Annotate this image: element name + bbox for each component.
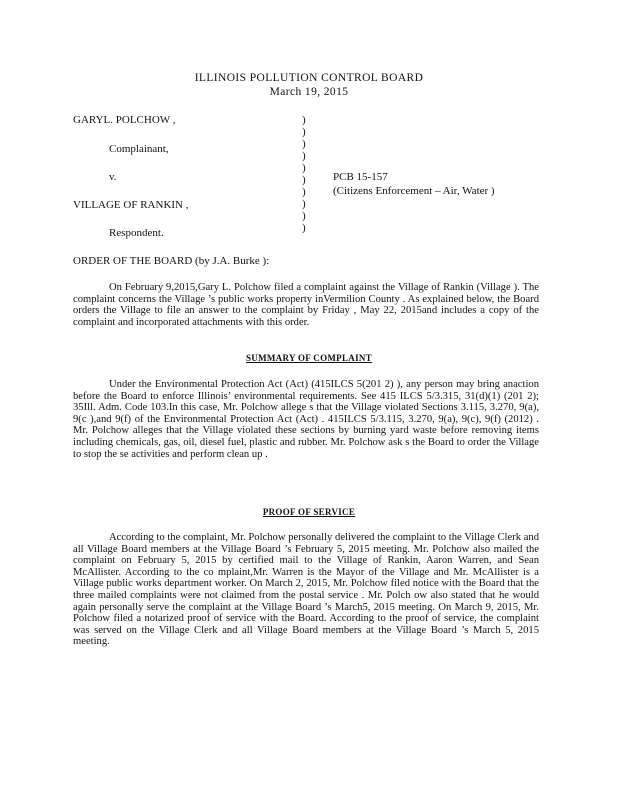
case-type: (Citizens Enforcement – Air, Water ) — [333, 185, 495, 197]
proof-paragraph — [73, 532, 539, 648]
summary-paragraph-text: Under the Environmental Protection Act (Act) (415ILCS 5(201 2) ), any person may bring anaction before the Board to enforce Illinois’ environmental requirements. See 415 ILCS 5/3.315, 31(d)(1) (201 2); 35Ill. Adm. Code 103.In this case, Mr. Polchow allege s that the Village violated Sections 3.115, 3.270, 9(a), 9(c ),and 9(f) of the Environmental Protection Act (Act) . 415ILCS 5/3.115, 3.270, 9(a), 9(c), 9(f) (2012) . Mr. Polchow alleges that the Village violated these sections by burning yard waste before removing items including chemicals, gas, oil, diesel fuel, plastic and rubber. Mr. Polchow ask s the Board to order the Village to stop the se activities and perform clean up . — [73, 379, 539, 460]
intro-paragraph — [73, 282, 539, 328]
respondent-name: VILLAGE OF RANKIN , — [73, 199, 189, 211]
board-title: ILLINOIS POLLUTION CONTROL BOARD — [194, 72, 424, 84]
caption-paren-column: ) ) ) ) ) ) ) ) ) ) — [302, 114, 306, 234]
order-date: March 19, 2015 — [269, 86, 349, 98]
complainant-role: Complainant, — [109, 143, 169, 155]
proof-heading — [0, 507, 618, 517]
order-of-board-line: ORDER OF THE BOARD (by J.A. Burke ): — [73, 255, 270, 267]
complainant-name: GARYL. POLCHOW , — [73, 114, 176, 126]
proof-paragraph-text: According to the complaint, Mr. Polchow personally delivered the complaint to the Village Clerk and all Village Board members at the Village Board ’s February 5, 2015 meeting. Mr. Polchow also mailed the complaint on February 5, 2015 by certified mail to the Village of Rankin, Aaron Warren, and Sean McAllister. According to the co mplaint,Mr. Warren is the Mayor of the Village and Mr. McAllister is a Village public works department worker. On March 2, 2015, Mr. Polchow filed notice with the Board that the three mailed complaints were not claimed from the postal service . Mr. Polch ow also stated that he would again personally serve the complaint at the Village Board ’s March5, 2015 meeting. On March 9, 2015, Mr. Polchow filed a notarized proof of service with the Board. According to the proof of service, the complaint was served on the Village Clerk and all Village Board members at the Village Board ’s March 5, 2015 meeting. — [73, 532, 539, 648]
versus-label: v. — [109, 171, 117, 183]
case-number: PCB 15-157 — [333, 171, 388, 183]
summary-heading-text: SUMMARY OF COMPLAINT — [245, 353, 372, 363]
summary-paragraph — [73, 379, 539, 460]
summary-heading — [0, 353, 618, 363]
respondent-role: Respondent. — [109, 227, 164, 239]
proof-heading-text: PROOF OF SERVICE — [262, 507, 356, 517]
intro-paragraph-text: On February 9,2015,Gary L. Polchow filed a complaint against the Village of Rankin (Village ). The complaint concerns the Village ’s public works property inVermilion County . As explained below, the Board orders the Village to file an answer to the complaint by Friday , May 22, 2015and includes a copy of the complaint and incorporated attachments with this order. — [73, 282, 539, 328]
